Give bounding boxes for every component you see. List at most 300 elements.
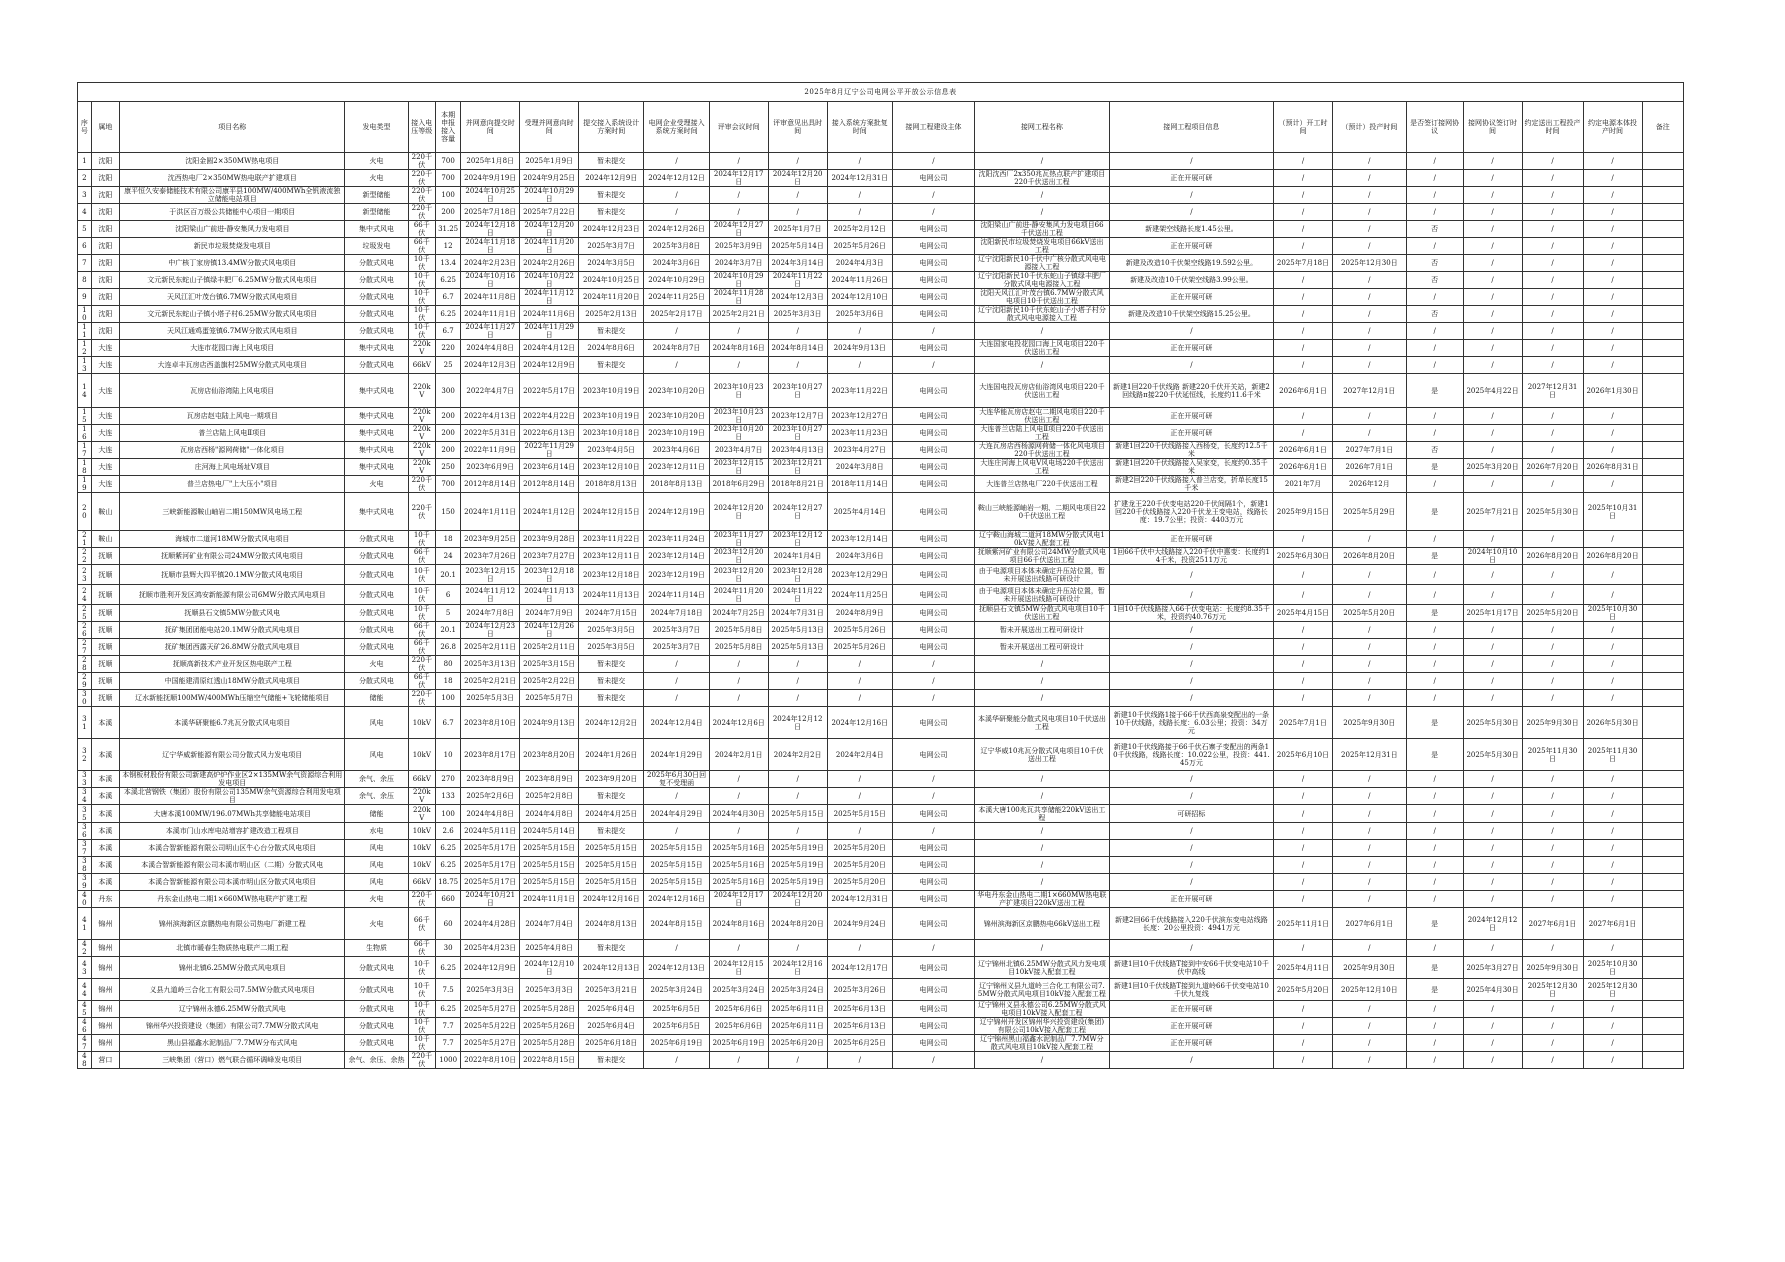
table-cell: /	[1463, 656, 1522, 673]
table-cell: /	[1333, 187, 1407, 204]
table-row	[78, 565, 1684, 585]
table-cell: 2025年7月21日	[1463, 493, 1522, 531]
table-cell: 正在开展可研	[1109, 1018, 1273, 1035]
table-cell: 2025年5月30日	[1463, 707, 1522, 739]
table-cell: 是	[1406, 493, 1463, 531]
table-cell: 2025年5月26日	[827, 639, 892, 656]
table-cell: 2025年9月30日	[1333, 957, 1407, 979]
table-cell: 2025年10月31日	[1583, 493, 1642, 531]
table-cell: /	[1274, 340, 1333, 357]
table-cell: 2025年3月24日	[644, 979, 709, 1001]
table-cell: 6.7	[435, 707, 460, 739]
table-cell: 2024年7月8日	[461, 605, 520, 622]
table-cell: /	[1274, 1001, 1333, 1018]
table-cell: 2025年3月20日	[1463, 459, 1522, 476]
table-cell: /	[1522, 585, 1583, 605]
table-cell: 本溪	[91, 840, 119, 857]
table-cell: 2024年4月28日	[461, 908, 520, 940]
table-cell: /	[1109, 187, 1273, 204]
table-cell: 2025年5月26日	[827, 238, 892, 255]
table-cell: 沈阳沈西厂2x350兆瓦热点联产扩建项目220千伏送出工程	[975, 170, 1110, 187]
table-cell: 2024年11月18日	[461, 238, 520, 255]
table-cell: 否	[1406, 272, 1463, 289]
table-cell: 电网公司	[892, 840, 974, 857]
table-cell: 2012年8月14日	[520, 476, 579, 493]
table-cell: 2025年2月13日	[579, 306, 644, 323]
table-cell: 2024年11月25日	[827, 585, 892, 605]
table-cell: 2025年4月22日	[1463, 374, 1522, 408]
table-cell: 电网公司	[892, 476, 974, 493]
table-cell: 2024年3月7日	[709, 255, 768, 272]
table-cell: 集中式风电	[345, 340, 408, 357]
table-cell: /	[1522, 622, 1583, 639]
table-cell: 2025年6月25日	[827, 1035, 892, 1052]
table-cell: 100	[435, 805, 460, 823]
table-cell: /	[1463, 272, 1522, 289]
table-cell: /	[1333, 673, 1407, 690]
table-cell: 6.25	[435, 1001, 460, 1018]
table-cell: /	[827, 1052, 892, 1069]
table-cell: 2023年12月7日	[768, 408, 827, 425]
table-cell: /	[1583, 1001, 1642, 1018]
table-cell: 庄河海上风电场址V项目	[120, 459, 345, 476]
table-cell: 营口	[91, 1052, 119, 1069]
table-cell: /	[644, 823, 709, 840]
table-cell: /	[1583, 1035, 1642, 1052]
table-cell: 正在开展可研	[1109, 891, 1273, 908]
table-cell: 2025年5月28日	[520, 1035, 579, 1052]
table-cell	[1642, 857, 1683, 874]
table-cell: 电网公司	[892, 1018, 974, 1035]
table-cell: 正在开展可研	[1109, 425, 1273, 442]
table-cell: 义县九道岭三合化工有限公司7.5MW分散式风电项目	[120, 979, 345, 1001]
table-cell: 44	[78, 979, 92, 1001]
table-cell: 2024年11月6日	[520, 306, 579, 323]
table-cell: 2025年3月7日	[579, 238, 644, 255]
table-cell: 新建2回220千伏线路接入普兰店变，折单长度15千米	[1109, 476, 1273, 493]
table-cell: /	[1406, 1001, 1463, 1018]
table-cell: /	[1333, 238, 1407, 255]
table-cell: 270	[435, 771, 460, 788]
table-cell: 中广核丁家房镇13.4MW分散式风电项目	[120, 255, 345, 272]
table-cell: 24	[435, 548, 460, 565]
table-cell: 2023年11月23日	[827, 425, 892, 442]
table-cell: 分散式风电	[345, 673, 408, 690]
table-cell: /	[1406, 771, 1463, 788]
table-cell: 大连	[91, 340, 119, 357]
table-cell: 2024年11月27日	[461, 323, 520, 340]
table-cell: /	[1522, 272, 1583, 289]
table-cell: /	[975, 771, 1110, 788]
table-cell: 2025年11月1日	[1274, 908, 1333, 940]
table-cell: 2025年5月13日	[768, 639, 827, 656]
table-row	[78, 690, 1684, 707]
table-cell: /	[1274, 1035, 1333, 1052]
table-cell: 2024年8月7日	[644, 340, 709, 357]
table-cell: 普兰店热电厂"上大压小"项目	[120, 476, 345, 493]
table-cell: 集中式风电	[345, 221, 408, 238]
table-cell: 电网公司	[892, 739, 974, 771]
table-cell	[1642, 255, 1683, 272]
table-cell: 2024年3月8日	[827, 459, 892, 476]
table-cell: 2024年12月31日	[827, 170, 892, 187]
table-row	[78, 476, 1684, 493]
table-cell: 抚顺	[91, 565, 119, 585]
table-cell: 正在开展可研	[1109, 238, 1273, 255]
table-cell: 分散式风电	[345, 622, 408, 639]
table-cell: 45	[78, 1001, 92, 1018]
table-cell: 抚顺高新技术产业开发区热电联产工程	[120, 656, 345, 673]
table-cell: /	[1406, 1052, 1463, 1069]
table-cell: /	[644, 690, 709, 707]
table-cell: 辽宁锦州义县九道岭三合化工有限公司7.5MW分散式风电项目10kV接入配套工程	[975, 979, 1110, 1001]
table-cell: 2023年12月27日	[827, 408, 892, 425]
table-cell: 66千伏	[408, 221, 435, 238]
table-cell: /	[1274, 204, 1333, 221]
table-cell: 2025年2月11日	[520, 639, 579, 656]
table-cell: /	[975, 1052, 1110, 1069]
table-cell: 暂未提交	[579, 673, 644, 690]
table-cell: 电网公司	[892, 639, 974, 656]
table-cell: /	[1109, 690, 1273, 707]
table-cell: /	[1583, 306, 1642, 323]
table-cell: 辽宁沈阳新民10千伏东蛇山子小塔子村分散式风电电源接入工程	[975, 306, 1110, 323]
table-cell: 2025年5月22日	[461, 1018, 520, 1035]
table-cell: /	[1522, 673, 1583, 690]
table-cell: 43	[78, 957, 92, 979]
table-cell: 2025年5月15日	[644, 874, 709, 891]
table-cell	[1642, 442, 1683, 459]
table-cell: 4	[78, 204, 92, 221]
table-cell: 本溪合智新能源有限公司本溪市明山区分散式风电项目	[120, 874, 345, 891]
table-cell: 2025年5月20日	[827, 874, 892, 891]
table-cell: /	[1109, 840, 1273, 857]
table-cell: 新建及改造10千伏架空线路3.99公里。	[1109, 272, 1273, 289]
table-cell: 2025年2月11日	[461, 639, 520, 656]
table-cell: 电网公司	[892, 306, 974, 323]
table-cell	[1642, 565, 1683, 585]
table-cell: /	[1333, 340, 1407, 357]
table-cell: /	[1522, 823, 1583, 840]
table-cell: 是	[1406, 605, 1463, 622]
table-cell: 2024年12月17日	[827, 957, 892, 979]
table-cell: /	[1463, 673, 1522, 690]
column-header: 约定电源本体投产时间	[1583, 102, 1642, 153]
table-cell: /	[1583, 585, 1642, 605]
table-cell: 2026年8月31日	[1583, 459, 1642, 476]
table-row	[78, 874, 1684, 891]
table-row	[78, 153, 1684, 170]
table-cell: 220千伏	[408, 476, 435, 493]
table-cell: 2023年11月22日	[827, 374, 892, 408]
table-cell: 沈阳梁山广前进-静安集风力发电项目66千伏送出工程	[975, 221, 1110, 238]
table-cell: 2024年12月9日	[579, 170, 644, 187]
table-cell: 正在开展可研	[1109, 289, 1273, 306]
table-cell: 2024年1月12日	[520, 493, 579, 531]
table-cell: /	[827, 940, 892, 957]
table-cell: 220千伏	[408, 170, 435, 187]
table-cell: 本溪	[91, 857, 119, 874]
table-cell: 正在开展可研	[1109, 531, 1273, 548]
table-cell: 2024年11月22日	[768, 585, 827, 605]
table-cell: /	[1522, 170, 1583, 187]
table-cell: 暂未提交	[579, 656, 644, 673]
table-cell: 66千伏	[408, 673, 435, 690]
table-cell: /	[1463, 408, 1522, 425]
table-cell: 2024年7月15日	[579, 605, 644, 622]
table-cell: 沈阳	[91, 221, 119, 238]
table-cell: 2025年6月11日	[768, 1001, 827, 1018]
table-cell: 正在开展可研	[1109, 340, 1273, 357]
table-cell: 220千伏	[408, 891, 435, 908]
table-cell: 2023年4月5日	[579, 442, 644, 459]
table-cell: 分散式风电	[345, 306, 408, 323]
table-cell: 2025年5月20日	[827, 840, 892, 857]
table-cell: /	[1109, 656, 1273, 673]
table-cell: 200	[435, 204, 460, 221]
table-cell	[1642, 204, 1683, 221]
table-cell: /	[1109, 1052, 1273, 1069]
table-cell: 2024年4月29日	[644, 805, 709, 823]
table-cell	[1642, 739, 1683, 771]
table-cell: /	[1274, 805, 1333, 823]
table-cell: 2024年12月16日	[768, 957, 827, 979]
table-cell: /	[1274, 272, 1333, 289]
table-cell: /	[827, 323, 892, 340]
table-cell: 2023年4月13日	[768, 442, 827, 459]
table-cell: /	[1463, 323, 1522, 340]
table-cell: 否	[1406, 442, 1463, 459]
table-cell: 2024年11月12日	[461, 585, 520, 605]
table-cell: /	[1583, 788, 1642, 805]
table-cell: 余气、余压、余热	[345, 1052, 408, 1069]
table-cell: 2025年9月30日	[1333, 707, 1407, 739]
table-cell: 2023年11月24日	[644, 531, 709, 548]
table-cell: 2025年3月21日	[579, 979, 644, 1001]
table-cell: 2023年10月20日	[644, 374, 709, 408]
table-row	[78, 656, 1684, 673]
table-cell: 辽宁华威10兆瓦分散式风电项目10千伏送出工程	[975, 739, 1110, 771]
table-cell: 2025年3月5日	[579, 622, 644, 639]
table-cell: 2025年6月4日	[579, 1001, 644, 1018]
table-cell: 2023年12月10日	[579, 459, 644, 476]
table-cell: 2024年10月25日	[461, 187, 520, 204]
table-cell: 18	[435, 673, 460, 690]
table-cell: 220千伏	[408, 493, 435, 531]
table-cell: 电网公司	[892, 805, 974, 823]
table-cell: /	[1522, 690, 1583, 707]
table-cell: 2024年12月4日	[644, 707, 709, 739]
table-cell: /	[1333, 204, 1407, 221]
table-cell: 2025年7月18日	[1274, 255, 1333, 272]
table-cell: 200	[435, 442, 460, 459]
table-cell: /	[768, 187, 827, 204]
table-cell: /	[1333, 940, 1407, 957]
table-cell: 220千伏	[408, 1052, 435, 1069]
table-cell: 2018年8月13日	[644, 476, 709, 493]
table-cell: 2025年5月17日	[461, 840, 520, 857]
table-cell: 集中式风电	[345, 459, 408, 476]
table-cell: 瓦房店赵屯陆上风电一期项目	[120, 408, 345, 425]
table-cell: 是	[1406, 459, 1463, 476]
table-cell: 抚矿集团西露天矿26.8MW分散式风电项目	[120, 639, 345, 656]
table-cell: /	[892, 656, 974, 673]
table-row	[78, 340, 1684, 357]
table-cell: 2025年6月13日	[827, 1018, 892, 1035]
table-cell: 风电	[345, 857, 408, 874]
table-cell: /	[709, 323, 768, 340]
table-cell: 本溪合智新能源有限公司明山区牛心台分散式风电项目	[120, 840, 345, 857]
table-cell: 2025年12月31日	[1333, 739, 1407, 771]
table-cell: 7	[78, 255, 92, 272]
table-cell: /	[1109, 940, 1273, 957]
table-cell: 本溪市门山水库电站增容扩建改造工程项目	[120, 823, 345, 840]
column-header: 评审意见出具时间	[768, 102, 827, 153]
table-cell: 康平恒久安泰储能技术有限公司康平县100MW/400MWh全钒液流独立储能电站项目	[120, 187, 345, 204]
table-cell: /	[1406, 323, 1463, 340]
table-cell: /	[1333, 656, 1407, 673]
table-cell: 大连国电投瓦房店仙浴湾风电项目220千伏送出工程	[975, 374, 1110, 408]
table-cell: 2025年7月1日	[1274, 707, 1333, 739]
table-cell: 2024年12月20日	[709, 493, 768, 531]
table-cell: 2023年6月14日	[520, 459, 579, 476]
table-cell: 66千伏	[408, 639, 435, 656]
table-cell: /	[1406, 1018, 1463, 1035]
table-cell: 否	[1406, 221, 1463, 238]
table-cell: 鞍山三峡能源岫岩一期、二期风电项目220千伏送出工程	[975, 493, 1110, 531]
table-row	[78, 639, 1684, 656]
table-cell: 5	[78, 221, 92, 238]
table-cell: /	[644, 1052, 709, 1069]
table-cell: 2023年12月15日	[461, 565, 520, 585]
table-cell: 2024年11月22日	[768, 272, 827, 289]
table-cell: 2025年4月8日	[520, 940, 579, 957]
table-cell: 2023年8月10日	[461, 707, 520, 739]
table-cell: 220千伏	[408, 690, 435, 707]
table-cell: 2024年8月16日	[709, 908, 768, 940]
table-cell	[1642, 1052, 1683, 1069]
table-cell: /	[1274, 622, 1333, 639]
table-cell: /	[827, 656, 892, 673]
table-cell	[1642, 908, 1683, 940]
table-cell: 2025年2月17日	[644, 306, 709, 323]
table-cell: 电网公司	[892, 238, 974, 255]
table-cell: 2025年5月29日	[1333, 493, 1407, 531]
table-cell	[1642, 476, 1683, 493]
table-cell: 2025年5月30日	[1522, 493, 1583, 531]
table-cell: 29	[78, 673, 92, 690]
table-cell: 2025年5月20日	[1333, 605, 1407, 622]
table-cell: /	[1333, 823, 1407, 840]
table-cell: 700	[435, 170, 460, 187]
table-cell: /	[975, 656, 1110, 673]
table-cell: /	[1583, 639, 1642, 656]
table-cell: 分散式风电	[345, 639, 408, 656]
table-cell: 700	[435, 476, 460, 493]
table-cell: 电网公司	[892, 493, 974, 531]
table-cell: 30	[435, 940, 460, 957]
table-cell: 2026年12月	[1333, 476, 1407, 493]
table-cell: 6.25	[435, 272, 460, 289]
table-cell: 2025年7月18日	[461, 204, 520, 221]
table-cell: 2024年2月23日	[461, 255, 520, 272]
table-cell: 2025年3月26日	[827, 979, 892, 1001]
table-cell: /	[1406, 153, 1463, 170]
table-cell	[1642, 957, 1683, 979]
table-cell: /	[1406, 187, 1463, 204]
table-cell: 133	[435, 788, 460, 805]
table-cell: 23	[78, 565, 92, 585]
table-cell: /	[1522, 565, 1583, 585]
table-cell: 2024年2月4日	[827, 739, 892, 771]
table-cell: /	[1522, 442, 1583, 459]
table-cell: /	[1109, 771, 1273, 788]
table-cell: /	[1333, 840, 1407, 857]
table-cell: 抚顺	[91, 605, 119, 622]
table-cell: /	[1109, 153, 1273, 170]
table-cell: /	[1109, 357, 1273, 374]
table-cell: 2024年10月22日	[520, 272, 579, 289]
table-cell: 2026年8月20日	[1522, 548, 1583, 565]
table-row	[78, 1001, 1684, 1018]
table-cell: 2023年7月26日	[461, 548, 520, 565]
table-cell: 瓦房店仙浴湾陆上风电项目	[120, 374, 345, 408]
table-cell: 分散式风电	[345, 979, 408, 1001]
table-cell: 2025年4月14日	[827, 493, 892, 531]
table-cell: 300	[435, 374, 460, 408]
table-cell	[1642, 323, 1683, 340]
table-cell: /	[1522, 357, 1583, 374]
table-cell: /	[1583, 204, 1642, 221]
table-cell: /	[1109, 673, 1273, 690]
table-cell: /	[1333, 788, 1407, 805]
table-cell: 2023年10月19日	[644, 425, 709, 442]
table-cell: /	[1406, 289, 1463, 306]
table-cell: 18	[78, 459, 92, 476]
table-cell: 220千伏	[408, 187, 435, 204]
table-cell: 2023年12月28日	[768, 565, 827, 585]
table-cell: 31	[78, 707, 92, 739]
table-cell: /	[1463, 857, 1522, 874]
table-cell: /	[1333, 585, 1407, 605]
table-cell: 2025年10月30日	[1583, 957, 1642, 979]
table-cell: 2025年5月20日	[1274, 979, 1333, 1001]
table-cell: /	[1463, 565, 1522, 585]
table-cell: 本溪	[91, 788, 119, 805]
table-cell: 2024年11月28日	[709, 289, 768, 306]
table-cell: 沈阳新民市垃圾焚烧发电项目66kV送出工程	[975, 238, 1110, 255]
table-cell: 2025年3月3日	[461, 979, 520, 1001]
table-cell: /	[644, 656, 709, 673]
table-cell: /	[1583, 891, 1642, 908]
table-cell: 25	[435, 357, 460, 374]
table-cell: 电网公司	[892, 622, 974, 639]
table-cell: 2022年11月29日	[520, 442, 579, 459]
table-cell: 本溪合智新能源有限公司本溪市明山区（二期）分散式风电	[120, 857, 345, 874]
table-cell: 大连华能瓦房店赵屯二期风电项目220千伏送出工程	[975, 408, 1110, 425]
table-cell: 抚顺紫河矿业有限公司24MW分散式风电项目66千伏送出工程	[975, 548, 1110, 565]
table-cell: 2023年8月20日	[520, 739, 579, 771]
table-cell: 电网公司	[892, 272, 974, 289]
table-row	[78, 707, 1684, 739]
table-cell: /	[1522, 425, 1583, 442]
table-cell: 2024年7月9日	[520, 605, 579, 622]
table-cell: /	[1583, 255, 1642, 272]
table-cell: 抚顺	[91, 673, 119, 690]
table-row	[78, 771, 1684, 788]
table-cell: 2024年4月8日	[461, 805, 520, 823]
table-cell: /	[644, 204, 709, 221]
